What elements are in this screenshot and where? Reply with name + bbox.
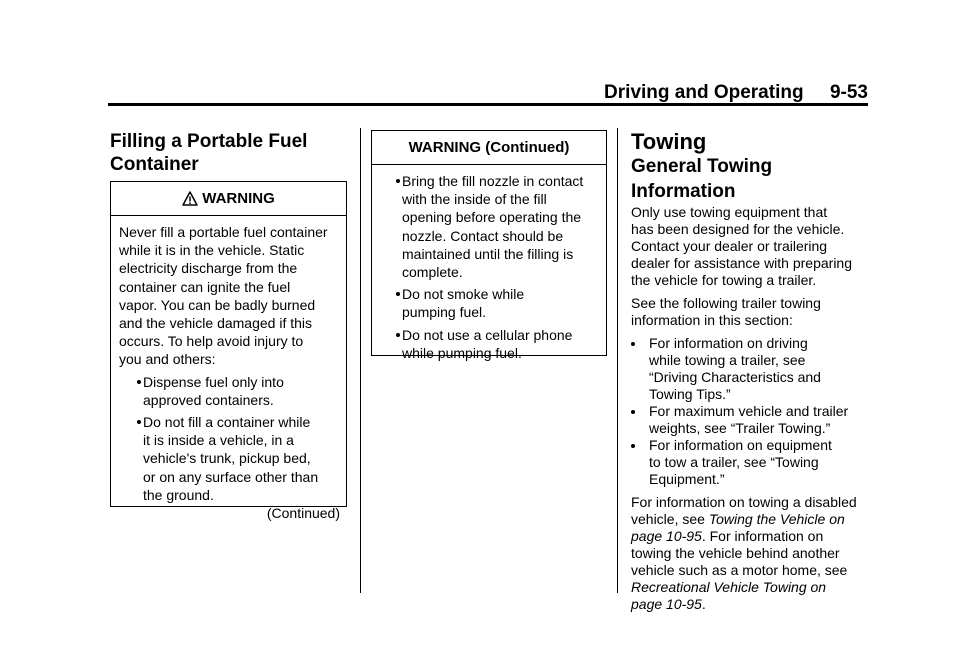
paragraph	[631, 204, 871, 289]
text-line: Do not smoke while	[402, 286, 525, 303]
warning-continued-title: WARNING (Continued)	[408, 139, 570, 156]
warning-continued-header	[372, 131, 606, 165]
warning-icon	[182, 191, 198, 207]
text-line: to tow a trailer, see “Towing	[649, 454, 819, 470]
bullet-item	[384, 326, 600, 362]
bullet-dot	[396, 292, 400, 296]
bullet-item	[631, 437, 871, 488]
bullet-dot	[137, 420, 141, 424]
section-heading-portable-fuel	[110, 130, 307, 176]
bullet-dot	[396, 333, 400, 337]
bullet-dot	[631, 342, 635, 346]
cross-reference-link[interactable]: Towing the Vehicle on	[708, 511, 845, 527]
text-line: “Driving Characteristics and	[649, 369, 821, 385]
text-line: while pumping fuel.	[402, 344, 522, 361]
header-rule	[108, 103, 868, 106]
bullet-item	[384, 285, 600, 321]
warning-title: WARNING	[202, 190, 275, 207]
text-run: . For information on	[701, 528, 824, 544]
bullet-dot	[631, 444, 635, 448]
text-line: approved containers.	[143, 391, 274, 408]
text-line: with the inside of the fill	[402, 191, 547, 208]
text-line: Towing Tips.”	[649, 386, 731, 402]
warning-body	[111, 216, 346, 528]
paragraph-towing-disabled	[631, 494, 871, 613]
heading-line: Filling a Portable Fuel	[110, 131, 308, 152]
heading-line: General Towing	[631, 156, 773, 177]
text-run: .	[701, 596, 706, 612]
heading-line: Container	[110, 154, 199, 175]
text-line: dealer for assistance with preparing	[631, 255, 853, 271]
text-line	[631, 511, 871, 528]
text-line: Only use towing equipment that	[631, 204, 828, 220]
text-run: vehicle, see	[631, 511, 709, 527]
paragraph	[631, 295, 871, 329]
bullet-item	[631, 403, 871, 437]
text-line: Do not use a cellular phone	[402, 326, 573, 343]
text-line: occurs. To help avoid injury to	[119, 333, 304, 350]
text-line: Never fill a portable fuel container	[119, 224, 328, 240]
column-divider-1	[360, 128, 361, 593]
page-header	[108, 78, 868, 106]
text-line: weights, see “Trailer Towing.”	[649, 420, 831, 436]
heading-line: Information	[631, 181, 736, 202]
text-line	[631, 596, 871, 613]
bullet-dot	[396, 179, 400, 183]
text-line: For maximum vehicle and trailer	[649, 403, 849, 419]
header-title: Driving and Operating 9-53	[604, 82, 868, 103]
text-line: For information on equipment	[649, 437, 832, 453]
bullet-dot	[631, 410, 635, 414]
text-line: For information on towing a disabled	[631, 494, 857, 510]
text-line: complete.	[402, 264, 463, 281]
text-line: or on any surface other than	[143, 468, 319, 485]
text-line: it is inside a vehicle, in a	[143, 432, 294, 449]
warning-box	[110, 181, 347, 522]
text-line: nozzle. Contact should be	[402, 227, 564, 244]
text-line: opening before operating the	[402, 209, 582, 226]
continued-label: (Continued)	[266, 505, 340, 522]
text-line: and the vehicle damaged if this	[119, 315, 313, 332]
text-line: Dispense fuel only into	[143, 373, 284, 390]
cross-reference-link[interactable]: page 10-95	[631, 596, 702, 612]
text-line	[631, 528, 871, 545]
text-line: towing the vehicle behind another	[631, 545, 840, 561]
warning-box-header	[111, 182, 346, 216]
towing-body	[631, 204, 871, 619]
bullet-item	[125, 413, 340, 504]
cross-reference-link[interactable]: Recreational Vehicle Towing on	[631, 579, 827, 595]
text-line: See the following trailer towing	[631, 295, 821, 311]
text-line: electricity discharge from the	[119, 260, 298, 277]
column-divider-2	[617, 128, 618, 593]
text-line: vapor. You can be badly burned	[119, 296, 316, 313]
warning-continued-body	[372, 165, 606, 368]
text-line: pumping fuel.	[402, 304, 487, 321]
bullet-dot	[137, 380, 141, 384]
bullet-item	[125, 373, 340, 409]
text-line: maintained until the filling is	[402, 245, 574, 262]
bullet-item	[384, 172, 600, 281]
text-line: the ground.	[143, 486, 214, 503]
text-line: container can ignite the fuel	[119, 278, 291, 295]
text-line: For information on driving	[649, 335, 808, 351]
text-line: Do not fill a container while	[143, 414, 311, 431]
bullet-item	[631, 335, 871, 403]
text-line: you and others:	[119, 351, 216, 368]
text-line: while towing a trailer, see	[649, 352, 806, 368]
text-line: has been designed for the vehicle.	[631, 221, 845, 237]
text-line: information in this section:	[631, 312, 793, 328]
text-line: the vehicle for towing a trailer.	[631, 272, 817, 288]
text-line: Equipment.”	[649, 471, 725, 487]
text-line: vehicle's trunk, pickup bed,	[143, 450, 311, 467]
text-line: Contact your dealer or trailering	[631, 238, 828, 254]
text-line: while it is in the vehicle. Static	[119, 242, 305, 259]
subheading-general-towing	[631, 154, 772, 204]
warning-continued-box	[371, 130, 607, 361]
text-line: Bring the fill nozzle in contact	[402, 173, 584, 189]
text-line: vehicle such as a motor home, see	[631, 562, 848, 578]
cross-reference-link[interactable]: page 10-95	[631, 528, 702, 544]
section-title-towing: Towing	[631, 129, 707, 154]
